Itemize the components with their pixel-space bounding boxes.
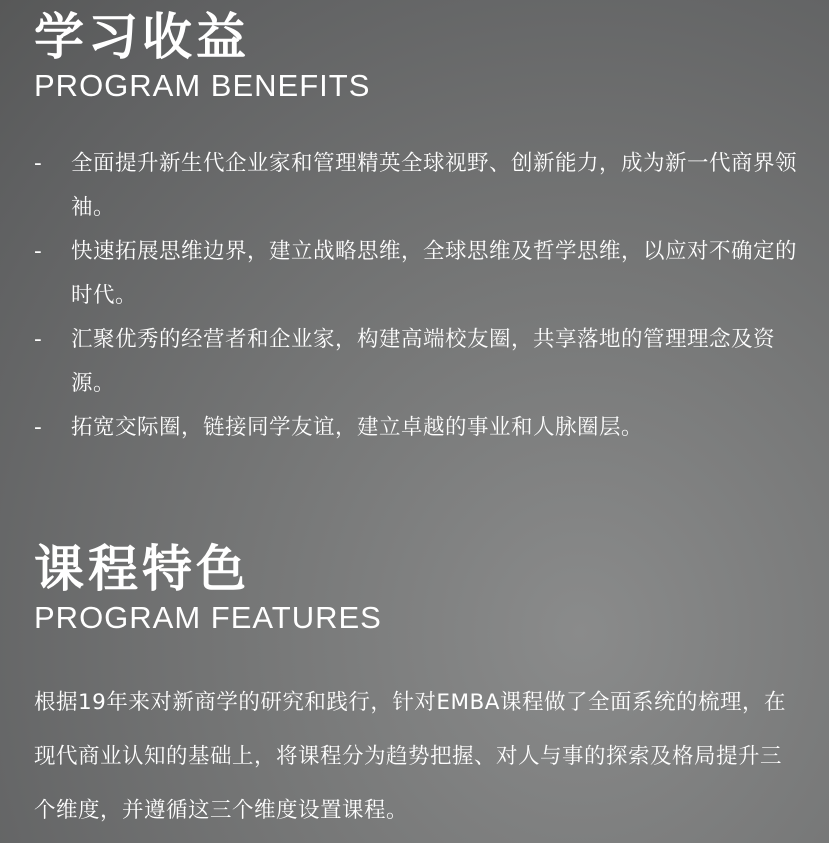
benefits-title: 学习收益 (34, 8, 250, 66)
features-title: 课程特色 (34, 540, 250, 598)
benefit-item (34, 318, 799, 406)
benefit-text: 拓宽交际圈，链接同学友谊，建立卓越的事业和人脉圈层。 (71, 415, 644, 440)
features-description: 根据19年来对新商学的研究和践行，针对EMBA课程做了全面系统的梳理，在现代商业认知的基础上，将课程分为趋势把握、对人与事的探索及格局提升三个维度，并遵循这三个维度设置课程。 (34, 690, 786, 823)
benefit-item (34, 230, 799, 318)
bullet-dash: - (34, 327, 43, 352)
bullet-dash: - (34, 239, 43, 264)
benefits-subtitle: PROGRAM BENEFITS (34, 68, 371, 103)
bullet-dash: - (34, 415, 43, 440)
benefit-text: 全面提升新生代企业家和管理精英全球视野、创新能力，成为新一代商界领袖。 (71, 151, 798, 220)
benefit-item (34, 142, 799, 230)
bullet-dash: - (34, 151, 43, 176)
features-subtitle: PROGRAM FEATURES (34, 600, 382, 635)
benefit-item (34, 406, 799, 450)
benefit-text: 快速拓展思维边界，建立战略思维，全球思维及哲学思维，以应对不确定的时代。 (71, 239, 798, 308)
benefit-text: 汇聚优秀的经营者和企业家，构建高端校友圈，共享落地的管理理念及资源。 (71, 327, 776, 396)
features-section (34, 538, 799, 823)
benefits-list (34, 142, 799, 450)
benefits-section (34, 6, 799, 440)
